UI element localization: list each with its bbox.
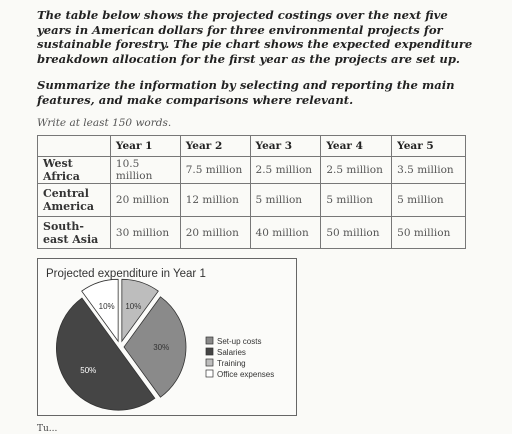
word-limit-note: Write at least 150 words. <box>37 117 172 129</box>
pie-slice-label: 50% <box>80 366 97 376</box>
task-summary-instruction: Summarize the information by selecting and reporting the main features, and make comparisons where relevant. <box>37 78 455 107</box>
legend-swatch <box>206 359 213 366</box>
table-cell: 5 million <box>392 184 466 217</box>
table-row <box>38 184 466 217</box>
costings-table <box>37 135 466 249</box>
table-cell: 50 million <box>392 217 466 249</box>
chart-title: Projected expenditure in Year 1 <box>46 268 206 280</box>
table-row <box>38 157 466 184</box>
table-cell: 30 million <box>110 217 180 249</box>
table-cell: 3.5 million <box>392 157 466 184</box>
table-row <box>38 217 466 249</box>
legend-label: Salaries <box>217 348 246 357</box>
pie-slice-label: 10% <box>98 301 115 311</box>
legend-swatch <box>206 337 213 344</box>
table-cell: 40 million <box>250 217 321 249</box>
footer-text: Tu... <box>37 424 58 434</box>
table-cell: 50 million <box>321 217 392 249</box>
legend-label: Set-up costs <box>217 337 262 346</box>
table-header-cell: Year 4 <box>321 136 392 157</box>
pie-slice-label: 30% <box>153 343 170 352</box>
table-header-cell: Year 5 <box>392 136 466 157</box>
table-cell: 20 million <box>180 217 250 249</box>
table-cell: 5 million <box>321 184 392 217</box>
pie-chart <box>37 258 297 416</box>
table-cell: 7.5 million <box>180 157 250 184</box>
table-header-cell <box>38 136 111 157</box>
table-header-row <box>38 136 466 157</box>
row-label: West Africa <box>38 157 111 184</box>
pie-chart-svg <box>38 259 296 415</box>
legend-label: Office expenses <box>217 370 275 379</box>
table-header-cell: Year 3 <box>250 136 321 157</box>
legend-swatch <box>206 348 213 355</box>
row-label: Central America <box>38 184 111 217</box>
table-header-cell: Year 1 <box>110 136 180 157</box>
table-cell: 20 million <box>110 184 180 217</box>
legend-swatch <box>206 370 213 377</box>
legend-label: Training <box>217 359 246 368</box>
table-cell: 2.5 million <box>250 157 321 184</box>
table-cell: 10.5 million <box>110 157 180 184</box>
pie-slice-label: 10% <box>125 301 142 311</box>
row-label: South-east Asia <box>38 217 111 249</box>
table-cell: 12 million <box>180 184 250 217</box>
task-instructions: The table below shows the projected costings over the next five years in American dollars for three environmental projects for sustainable forestry. The pie chart shows the expected expenditure breakdown allocation for the first year as the projects are set up. <box>37 8 473 66</box>
table-header-cell: Year 2 <box>180 136 250 157</box>
table-cell: 2.5 million <box>321 157 392 184</box>
table-cell: 5 million <box>250 184 321 217</box>
